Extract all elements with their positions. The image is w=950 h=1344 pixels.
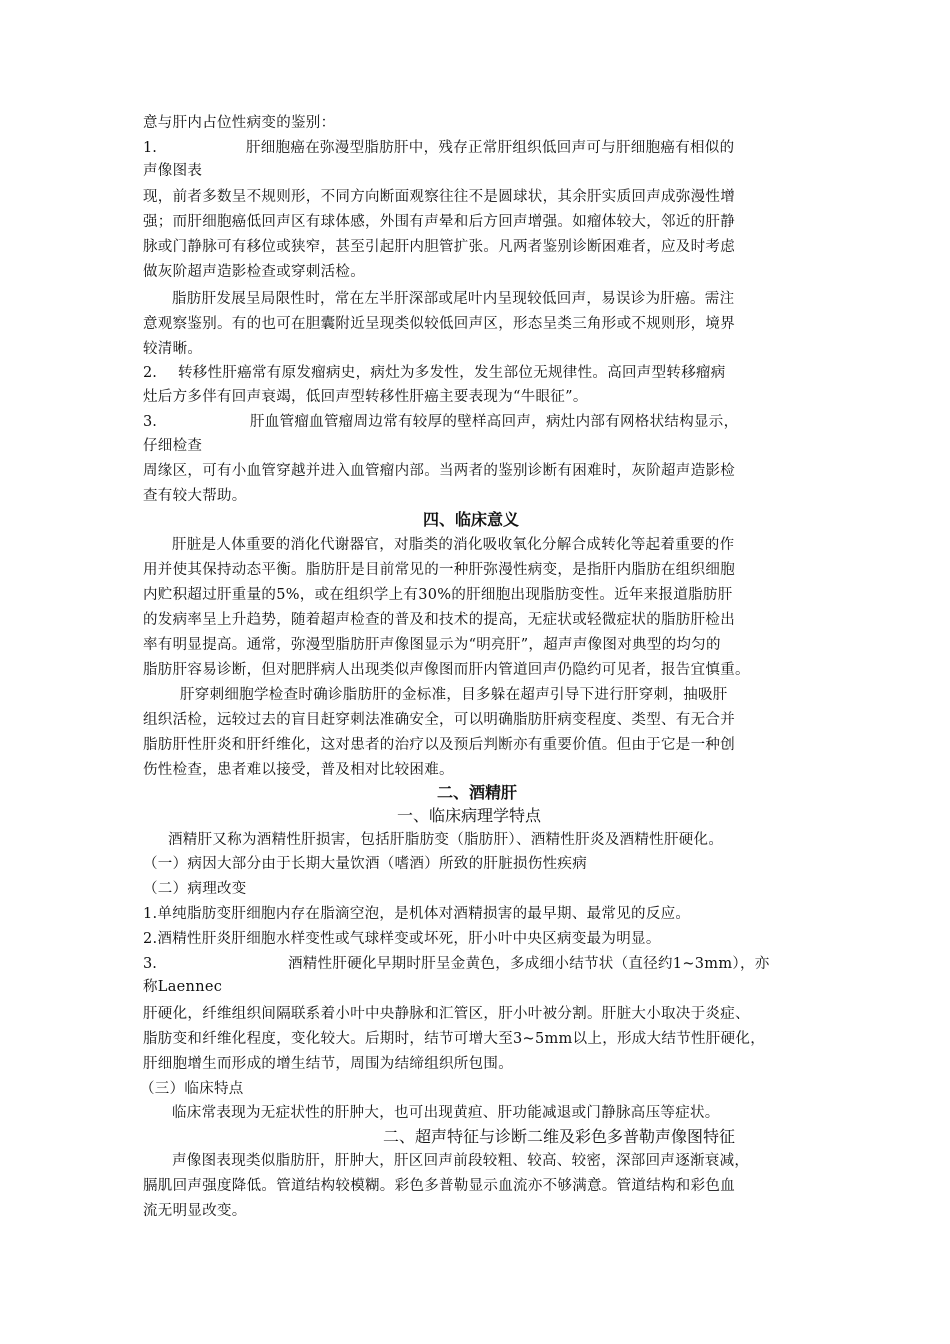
text-line: 现，前者多数呈不规则形，不同方向断面观察往往不是圆球状，其余肝实质回声成弥漫性增 — [143, 189, 735, 205]
text-line: 意与肝内占位性病变的鉴别： — [143, 115, 336, 131]
paragraph-start: 声像图表现类似脂肪肝，肝肿大，肝区回声前段较粗、较高、较密，深部回声逐渐衰减， — [172, 1153, 750, 1169]
paragraph-start: 酒精肝又称为酒精性肝损害，包括肝脂肪变（脂肪肝）、酒精性肝炎及酒精性肝硬化。 — [168, 832, 724, 848]
paragraph-start: 肝脏是人体重要的消化代谢器官，对脂类的消化吸收氧化分解合成转化等起着重要的作 — [172, 537, 735, 553]
list-item-text: 酒精性肝硬化早期时肝呈金黄色，多成细小结节状（直径约1~3mm），亦 — [288, 956, 770, 972]
text-line: （一）病因大部分由于长期大量饮酒（嗜酒）所致的肝脏损伤性疾病 — [143, 856, 587, 872]
text-line: 用并使其保持动态平衡。脂肪肝是目前常见的一种肝弥漫性病变，是指肝内脂肪在组织细胞 — [143, 562, 735, 578]
list-number: 3. — [143, 956, 157, 972]
text-line: 1.单纯脂肪变肝细胞内存在脂滴空泡，是机体对酒精损害的最早期、最常见的反应。 — [143, 906, 691, 922]
text-line: 肝硬化，纤维组织间隔联系着小叶中央静脉和汇管区，肝小叶被分割。肝脏大小取决于炎症、 — [143, 1006, 750, 1022]
paragraph-start: 临床常表现为无症状性的肝肿大，也可出现黄疸、肝功能减退或门静脉高压等症状。 — [172, 1105, 720, 1121]
text-line: 组织活检，远较过去的盲目赶穿刺法准确安全，可以明确脂肪肝病变程度、类型、有无合并 — [143, 712, 735, 728]
subsection-heading: 二、超声特征与诊断二维及彩色多普勒声像图特征 — [383, 1127, 736, 1146]
text-line: （三）临床特点 — [140, 1081, 244, 1097]
text-line: 率有明显提高。通常，弥漫型脂肪肝声像图显示为“明亮肝”，超声声像图对典型的均匀的 — [143, 637, 721, 653]
text-line: 膈肌回声强度降低。管道结构较模糊。彩色多普勒显示血流亦不够满意。管道结构和彩色血 — [143, 1178, 735, 1194]
text-line: 灶后方多伴有回声衰竭，低回声型转移性肝癌主要表现为“牛眼征”。 — [143, 389, 588, 405]
list-item-text: 肝细胞癌在弥漫型脂肪肝中，残存正常肝组织低回声可与肝细胞癌有相似的 — [246, 140, 735, 156]
text-line: 意观察鉴别。有的也可在胆囊附近呈现类似较低回声区，形态呈类三角形或不规则形，境界 — [143, 316, 735, 332]
paragraph-start: 脂肪肝发展呈局限性时，常在左半肝深部或尾叶内呈现较低回声，易误诊为肝癌。需注 — [172, 291, 735, 307]
text-line: 周缘区，可有小血管穿越并进入血管瘤内部。当两者的鉴别诊断有困难时，灰阶超声造影检 — [143, 463, 735, 479]
text-line: 较清晰。 — [143, 341, 203, 357]
text-line: 查有较大帮助。 — [143, 488, 247, 504]
text-line: 脂肪变和纤维化程度，变化较大。后期时，结节可增大至3~5mm以上，形成大结节性肝硬化， — [143, 1031, 765, 1047]
list-item-text: 肝血管瘤血管瘤周边常有较厚的壁样高回声，病灶内部有网格状结构显示， — [250, 414, 739, 430]
text-line: 脉或门静脉可有移位或狭窄，甚至引起肝内胆管扩张。凡两者鉴别诊断困难者，应及时考虑 — [143, 239, 735, 255]
subsection-heading: 一、临床病理学特点 — [397, 806, 542, 825]
text-line: 流无明显改变。 — [143, 1203, 247, 1219]
paragraph-start: 肝穿刺细胞学检查时确诊脂肪肝的金标准，目多躲在超声引导下进行肝穿刺，抽吸肝 — [180, 687, 728, 703]
text-line: 伤性检查，患者难以接受，普及相对比较困难。 — [143, 762, 454, 778]
text-line: 肝细胞增生而形成的增生结节，周围为结缔组织所包围。 — [143, 1056, 513, 1072]
text-line: 声像图表 — [143, 163, 203, 179]
text-line: 称Laennec — [143, 979, 223, 995]
list-number: 2. — [143, 365, 157, 381]
text-line: 脂肪肝容易诊断，但对肥胖病人出现类似声像图而肝内管道回声仍隐约可见者，报告宜慎重。 — [143, 662, 750, 678]
text-line: 做灰阶超声造影检查或穿刺活检。 — [143, 264, 365, 280]
text-line: 内贮积超过肝重量的5%，或在组织学上有30%的肝细胞出现脂肪变性。近年来报道脂肪肝 — [143, 587, 733, 603]
text-line: 强；而肝细胞癌低回声区有球体感，外围有声晕和后方回声增强。如瘤体较大，邻近的肝静 — [143, 214, 735, 230]
text-line: 的发病率呈上升趋势，随着超声检查的普及和技术的提高，无症状或轻微症状的脂肪肝检出 — [143, 612, 735, 628]
text-line: 仔细检查 — [143, 438, 203, 454]
list-number: 3. — [143, 414, 157, 430]
text-line: 2.酒精性肝炎肝细胞水样变性或气球样变或坏死，肝小叶中央区病变最为明显。 — [143, 931, 661, 947]
list-number: 1. — [143, 140, 157, 156]
list-item-text: 转移性肝癌常有原发瘤病史，病灶为多发性，发生部位无规律性。高回声型转移瘤病 — [178, 365, 726, 381]
section-heading: 二、酒精肝 — [437, 783, 518, 802]
text-line: 脂肪肝性肝炎和肝纤维化，这对患者的治疗以及预后判断亦有重要价值。但由于它是一种创 — [143, 737, 735, 753]
text-line: （二）病理改变 — [143, 881, 247, 897]
section-heading: 四、临床意义 — [423, 510, 520, 529]
